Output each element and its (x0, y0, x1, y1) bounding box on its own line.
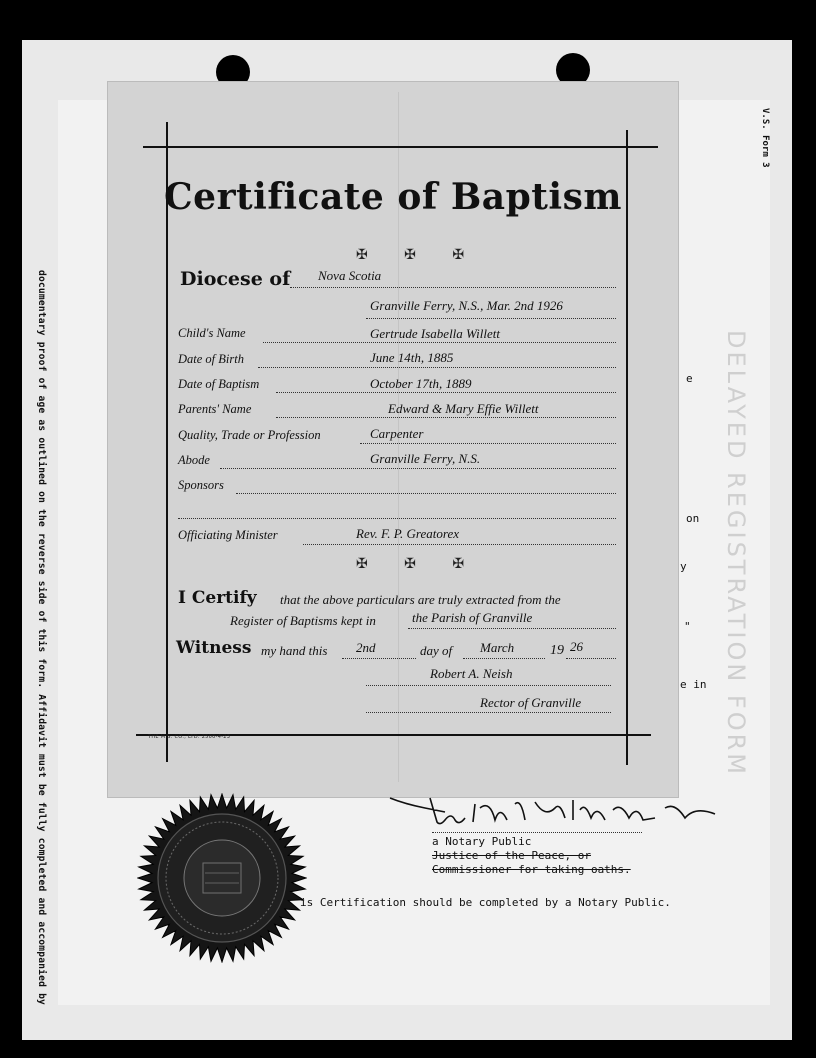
signer-line (366, 685, 611, 686)
witness-year-prefix: 19 (550, 643, 564, 658)
notary-title-line-3: Commissioner for taking oaths. (432, 863, 631, 876)
baptism-certificate (108, 82, 678, 797)
witness-month: March (480, 640, 515, 655)
witness-month-line (463, 658, 545, 659)
field-line (236, 493, 616, 494)
minister-value: Rev. F. P. Greatorex (356, 526, 460, 541)
witness-year: 26 (570, 639, 583, 654)
field-label-abode: Abode (178, 453, 210, 467)
field-label-date-of-birth: Date of Birth (178, 352, 244, 366)
witness-day-line (342, 658, 416, 659)
register-line (408, 628, 616, 629)
border-rule-left (166, 122, 168, 762)
field-line (258, 367, 616, 368)
printer-imprint: THE M.S. CO., LTD. 2500-4-23 (148, 734, 231, 740)
field-label-parents-name: Parents' Name (178, 402, 252, 416)
certify-text: that the above particulars are truly extracted from the (280, 592, 561, 607)
field-value-abode: Granville Ferry, N.S. (370, 451, 481, 466)
field-line (263, 342, 616, 343)
field-label-sponsors: Sponsors (178, 478, 224, 492)
witness-year-line (566, 658, 616, 659)
field-label-date-of-baptism: Date of Baptism (178, 377, 260, 391)
sponsors-extra-line (178, 518, 616, 519)
minister-label: Officiating Minister (178, 528, 278, 542)
ornament-crosses: ✠ ✠ ✠ (356, 556, 481, 572)
witness-day: 2nd (356, 640, 376, 655)
notary-signature (385, 790, 725, 830)
field-value-date-of-birth: June 14th, 1885 (370, 350, 454, 365)
register-value: the Parish of Granville (412, 610, 533, 625)
place-date-line (366, 318, 616, 319)
field-line (276, 417, 616, 418)
form-number-label: V.S. Form 3 (760, 108, 770, 168)
field-value-profession: Carpenter (370, 426, 424, 441)
signer-name: Robert A. Neish (430, 666, 513, 681)
notary-seal-icon (137, 793, 307, 963)
diocese-label: Diocese of (180, 268, 291, 290)
field-value-date-of-baptism: October 17th, 1889 (370, 376, 472, 391)
background-text-fragment: on (686, 512, 700, 525)
background-text-fragment: e in (680, 678, 707, 691)
certificate-title: Certificate of Baptism (164, 176, 622, 218)
notary-title-line-2: Justice of the Peace, or (432, 849, 591, 862)
signer-title: Rector of Granville (480, 695, 582, 710)
border-rule-right (626, 130, 628, 765)
field-value-parents-name: Edward & Mary Effie Willett (388, 401, 539, 416)
certify-text-line-2: Register of Baptisms kept in (230, 613, 376, 628)
faint-background-stamp: DELAYED REGISTRATION FORM (722, 330, 750, 778)
witness-heading: Witness (176, 638, 252, 658)
border-rule-top (143, 146, 658, 148)
notary-footer-instruction: is Certification should be completed by a Notary Public. (300, 896, 671, 909)
field-line (360, 443, 616, 444)
side-instruction-note: documentary proof of age as outlined on the reverse side of this form. Affidavit must be fully completed and accompanied by (36, 270, 47, 1006)
certify-heading: I Certify (178, 588, 257, 608)
witness-text: my hand this (261, 643, 328, 658)
background-text-fragment: " (684, 620, 691, 633)
signer-title-line (366, 712, 611, 713)
diocese-value: Nova Scotia (318, 268, 382, 283)
field-label-child-name: Child's Name (178, 326, 246, 340)
field-label-profession: Quality, Trade or Profession (178, 428, 321, 442)
minister-line (303, 544, 616, 545)
day-of-text: day of (420, 643, 453, 658)
field-line (220, 468, 616, 469)
notary-signature-line (432, 832, 642, 833)
place-and-date: Granville Ferry, N.S., Mar. 2nd 1926 (370, 298, 563, 313)
diocese-line (290, 287, 616, 288)
notary-title-line-1: a Notary Public (432, 835, 532, 848)
field-line (276, 392, 616, 393)
background-text-fragment: y (680, 560, 687, 573)
ornament-crosses: ✠ ✠ ✠ (356, 247, 481, 263)
field-value-child-name: Gertrude Isabella Willett (370, 326, 500, 341)
background-text-fragment: e (686, 372, 693, 385)
